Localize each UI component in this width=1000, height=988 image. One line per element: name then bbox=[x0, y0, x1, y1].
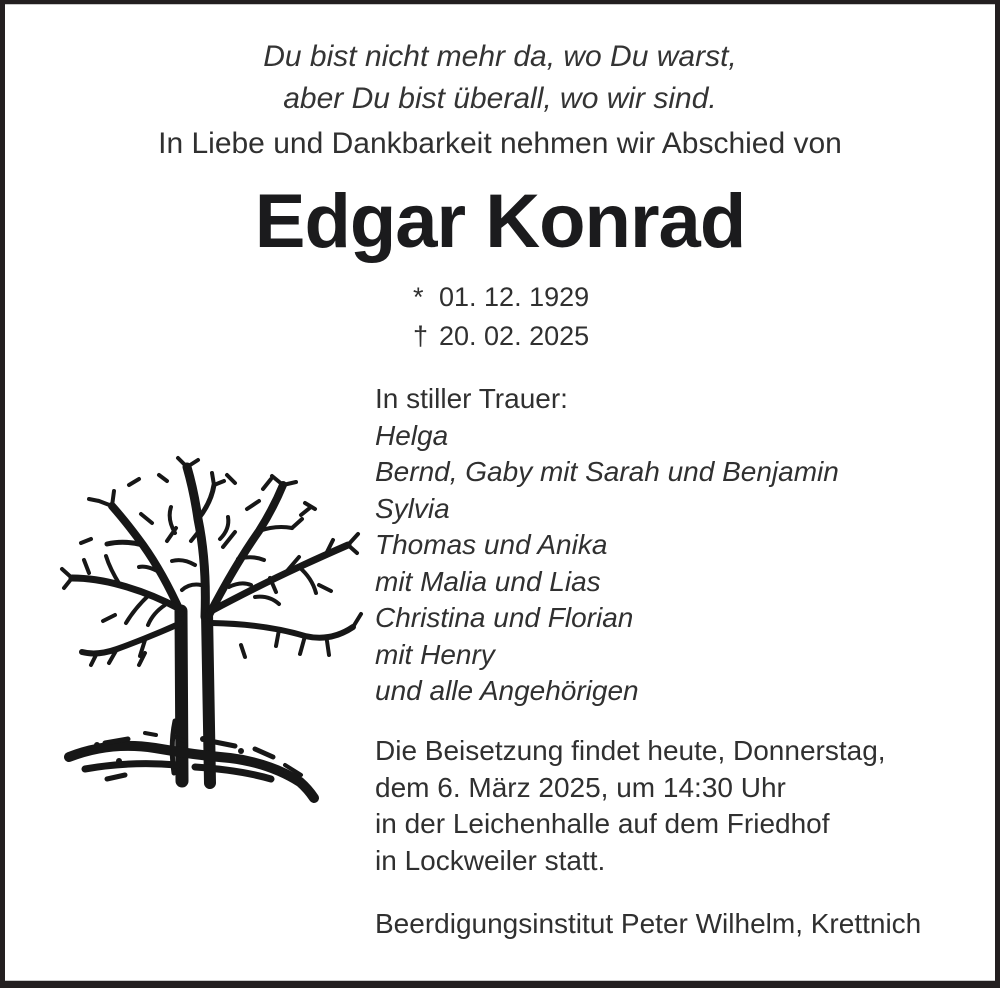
deceased-name: Edgar Konrad bbox=[254, 179, 746, 264]
death-cross-symbol: † bbox=[413, 321, 429, 351]
funeral-home-credit: Beerdigungsinstitut Peter Wilhelm, Krettnich bbox=[375, 908, 922, 939]
mourners-heading: In stiller Trauer: bbox=[375, 383, 568, 414]
quote-line-2: aber Du bist überall, wo wir sind. bbox=[283, 82, 717, 115]
quote-line-1: Du bist nicht mehr da, wo Du warst, bbox=[263, 40, 737, 73]
death-date: 20. 02. 2025 bbox=[439, 321, 590, 351]
mourner-line: Bernd, Gaby mit Sarah und Benjamin bbox=[375, 456, 839, 487]
mourner-line: und alle Angehörigen bbox=[375, 675, 639, 706]
birth-date: 01. 12. 1929 bbox=[439, 282, 590, 312]
memorial-quote bbox=[0, 36, 1000, 120]
mourner-line: Helga bbox=[375, 419, 449, 451]
funeral-details bbox=[375, 733, 886, 879]
funeral-line: in der Leichenhalle auf dem Friedhof bbox=[375, 808, 830, 839]
funeral-line: in Lockweiler statt. bbox=[375, 844, 606, 876]
funeral-line: dem 6. März 2025, um 14:30 Uhr bbox=[375, 771, 786, 803]
mourner-line: Christina und Florian bbox=[375, 602, 634, 633]
funeral-line: Die Beisetzung findet heute, Donnerstag, bbox=[375, 735, 886, 766]
mourner-line: Thomas und Anika bbox=[375, 529, 608, 560]
death-date-row bbox=[413, 317, 589, 356]
mourner-line: mit Henry bbox=[375, 638, 495, 670]
birth-date-row bbox=[413, 278, 589, 317]
life-dates bbox=[413, 278, 589, 356]
bare-tree-illustration bbox=[55, 445, 370, 815]
mourner-line: Sylvia bbox=[375, 492, 450, 524]
mourner-line: mit Malia und Lias bbox=[375, 565, 601, 597]
farewell-intro: In Liebe und Dankbarkeit nehmen wir Abschied von bbox=[158, 127, 842, 160]
born-star-symbol: * bbox=[413, 282, 424, 312]
mourners-block bbox=[375, 381, 839, 710]
